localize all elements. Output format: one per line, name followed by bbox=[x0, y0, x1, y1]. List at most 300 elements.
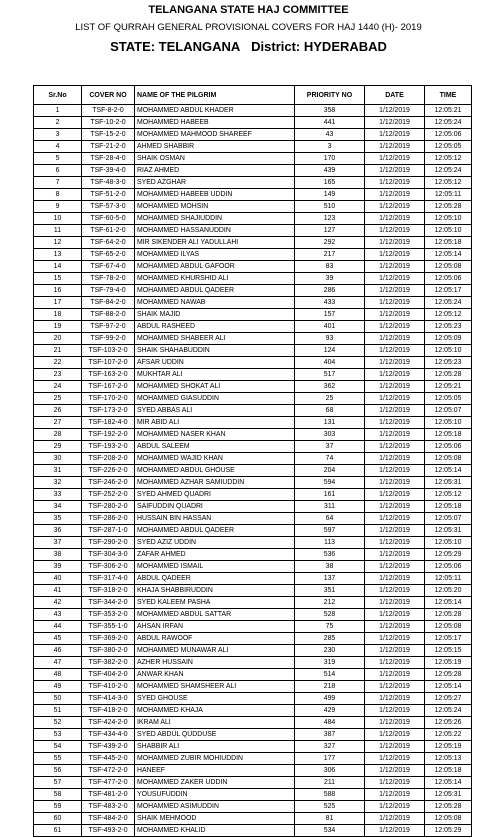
cell-date: 1/12/2019 bbox=[365, 645, 425, 657]
table-row bbox=[34, 657, 472, 669]
cell-date: 1/12/2019 bbox=[365, 201, 425, 213]
cell-date: 1/12/2019 bbox=[365, 609, 425, 621]
cell-time: 12:05:10 bbox=[425, 417, 472, 429]
cell-time: 12:05:08 bbox=[425, 261, 472, 273]
cell-sr-no: 55 bbox=[34, 753, 82, 765]
cell-sr-no: 53 bbox=[34, 729, 82, 741]
cell-sr-no: 9 bbox=[34, 201, 82, 213]
cell-sr-no: 6 bbox=[34, 165, 82, 177]
cell-time: 12:05:15 bbox=[425, 645, 472, 657]
cell-date: 1/12/2019 bbox=[365, 285, 425, 297]
table-row bbox=[34, 741, 472, 753]
cell-sr-no: 56 bbox=[34, 765, 82, 777]
cell-cover-no: TSF-280-2-0 bbox=[82, 501, 135, 513]
table-row bbox=[34, 429, 472, 441]
table-row bbox=[34, 525, 472, 537]
cell-date: 1/12/2019 bbox=[365, 237, 425, 249]
cell-date: 1/12/2019 bbox=[365, 525, 425, 537]
cell-date: 1/12/2019 bbox=[365, 633, 425, 645]
cell-date: 1/12/2019 bbox=[365, 381, 425, 393]
cell-priority-no: 441 bbox=[295, 117, 365, 129]
cell-sr-no: 34 bbox=[34, 501, 82, 513]
pilgrim-table bbox=[33, 85, 472, 837]
cell-cover-no: TSF-317-4-0 bbox=[82, 573, 135, 585]
cell-sr-no: 40 bbox=[34, 573, 82, 585]
table-row bbox=[34, 789, 472, 801]
cell-priority-no: 439 bbox=[295, 165, 365, 177]
cell-date: 1/12/2019 bbox=[365, 465, 425, 477]
cell-date: 1/12/2019 bbox=[365, 309, 425, 321]
cell-time: 12:05:14 bbox=[425, 777, 472, 789]
cell-cover-no: TSF-28-4-0 bbox=[82, 153, 135, 165]
cell-cover-no: TSF-404-2-0 bbox=[82, 669, 135, 681]
table-row bbox=[34, 441, 472, 453]
cell-pilgrim-name: AHMED SHABBIR bbox=[135, 141, 295, 153]
cell-priority-no: 37 bbox=[295, 441, 365, 453]
cell-time: 12:05:21 bbox=[425, 105, 472, 117]
cell-pilgrim-name: SYED AZIZ UDDIN bbox=[135, 537, 295, 549]
cell-time: 12:05:14 bbox=[425, 597, 472, 609]
cell-priority-no: 362 bbox=[295, 381, 365, 393]
table-row bbox=[34, 273, 472, 285]
cell-cover-no: TSF-60-5-0 bbox=[82, 213, 135, 225]
cell-priority-no: 3 bbox=[295, 141, 365, 153]
cell-sr-no: 11 bbox=[34, 225, 82, 237]
cell-date: 1/12/2019 bbox=[365, 705, 425, 717]
table-row bbox=[34, 633, 472, 645]
cell-sr-no: 42 bbox=[34, 597, 82, 609]
cell-date: 1/12/2019 bbox=[365, 345, 425, 357]
cell-priority-no: 285 bbox=[295, 633, 365, 645]
cell-pilgrim-name: KHAJA SHABBIRUDDIN bbox=[135, 585, 295, 597]
table-row bbox=[34, 645, 472, 657]
table-row bbox=[34, 237, 472, 249]
cell-date: 1/12/2019 bbox=[365, 333, 425, 345]
column-header-cover-no: COVER NO bbox=[82, 86, 135, 105]
cell-time: 12:05:12 bbox=[425, 309, 472, 321]
cell-priority-no: 536 bbox=[295, 549, 365, 561]
cell-date: 1/12/2019 bbox=[365, 825, 425, 837]
cell-priority-no: 212 bbox=[295, 597, 365, 609]
cell-sr-no: 15 bbox=[34, 273, 82, 285]
cell-priority-no: 165 bbox=[295, 177, 365, 189]
cell-pilgrim-name: ABDUL RAWOOF bbox=[135, 633, 295, 645]
column-header-priority-no: PRIORITY NO bbox=[295, 86, 365, 105]
cell-cover-no: TSF-477-2-0 bbox=[82, 777, 135, 789]
cell-pilgrim-name: MUKHTAR ALI bbox=[135, 369, 295, 381]
cell-date: 1/12/2019 bbox=[365, 753, 425, 765]
table-row bbox=[34, 597, 472, 609]
cell-date: 1/12/2019 bbox=[365, 129, 425, 141]
cell-sr-no: 61 bbox=[34, 825, 82, 837]
cell-date: 1/12/2019 bbox=[365, 489, 425, 501]
cell-time: 12:05:18 bbox=[425, 501, 472, 513]
cell-pilgrim-name: MOHAMMED ZUBIR MOHIUDDIN bbox=[135, 753, 295, 765]
cell-time: 12:05:28 bbox=[425, 201, 472, 213]
cell-time: 12:05:12 bbox=[425, 153, 472, 165]
cell-sr-no: 29 bbox=[34, 441, 82, 453]
cell-cover-no: TSF-318-2-0 bbox=[82, 585, 135, 597]
cell-pilgrim-name: HUSSAIN BIN HASSAN bbox=[135, 513, 295, 525]
cell-pilgrim-name: SYED AZGHAR bbox=[135, 177, 295, 189]
cell-priority-no: 597 bbox=[295, 525, 365, 537]
cell-cover-no: TSF-67-4-0 bbox=[82, 261, 135, 273]
cell-date: 1/12/2019 bbox=[365, 597, 425, 609]
cell-pilgrim-name: MOHAMMED NAWAB bbox=[135, 297, 295, 309]
cell-pilgrim-name: MOHAMMED ABDUL QADEER bbox=[135, 525, 295, 537]
cell-date: 1/12/2019 bbox=[365, 669, 425, 681]
cell-pilgrim-name: SHAIK SHAHABUDDIN bbox=[135, 345, 295, 357]
cell-sr-no: 41 bbox=[34, 585, 82, 597]
cell-pilgrim-name: AHSAN IRFAN bbox=[135, 621, 295, 633]
cell-priority-no: 327 bbox=[295, 741, 365, 753]
cell-time: 12:05:22 bbox=[425, 729, 472, 741]
cell-date: 1/12/2019 bbox=[365, 189, 425, 201]
cell-priority-no: 528 bbox=[295, 609, 365, 621]
table-row bbox=[34, 561, 472, 573]
cell-date: 1/12/2019 bbox=[365, 369, 425, 381]
cell-pilgrim-name: MOHAMMED ABDUL GHOUSE bbox=[135, 465, 295, 477]
cell-date: 1/12/2019 bbox=[365, 561, 425, 573]
cell-cover-no: TSF-61-2-0 bbox=[82, 225, 135, 237]
cell-pilgrim-name: MOHAMMED AZHAR SAMIUDDIN bbox=[135, 477, 295, 489]
cell-date: 1/12/2019 bbox=[365, 249, 425, 261]
table-row bbox=[34, 753, 472, 765]
cell-time: 12:05:18 bbox=[425, 765, 472, 777]
cell-pilgrim-name: MOHAMMED SHOKAT ALI bbox=[135, 381, 295, 393]
cell-pilgrim-name: MOHAMMED ABDUL SATTAR bbox=[135, 609, 295, 621]
cell-date: 1/12/2019 bbox=[365, 777, 425, 789]
cell-cover-no: TSF-252-2-0 bbox=[82, 489, 135, 501]
cell-cover-no: TSF-167-2-0 bbox=[82, 381, 135, 393]
cell-date: 1/12/2019 bbox=[365, 537, 425, 549]
cell-time: 12:05:11 bbox=[425, 189, 472, 201]
cell-time: 12:05:28 bbox=[425, 609, 472, 621]
cell-sr-no: 31 bbox=[34, 465, 82, 477]
cell-priority-no: 303 bbox=[295, 429, 365, 441]
cell-priority-no: 149 bbox=[295, 189, 365, 201]
cell-cover-no: TSF-481-2-0 bbox=[82, 789, 135, 801]
cell-date: 1/12/2019 bbox=[365, 621, 425, 633]
cell-priority-no: 113 bbox=[295, 537, 365, 549]
cell-time: 12:05:08 bbox=[425, 621, 472, 633]
table-row bbox=[34, 609, 472, 621]
cell-date: 1/12/2019 bbox=[365, 813, 425, 825]
cell-pilgrim-name: MOHAMMED HABEEB bbox=[135, 117, 295, 129]
cell-date: 1/12/2019 bbox=[365, 717, 425, 729]
cell-cover-no: TSF-21-2-0 bbox=[82, 141, 135, 153]
cell-pilgrim-name: MOHAMMED MOHSIN bbox=[135, 201, 295, 213]
cell-priority-no: 83 bbox=[295, 261, 365, 273]
cell-cover-no: TSF-353-2-0 bbox=[82, 609, 135, 621]
cell-cover-no: TSF-290-2-0 bbox=[82, 537, 135, 549]
table-row bbox=[34, 321, 472, 333]
cell-pilgrim-name: RIAZ AHMED bbox=[135, 165, 295, 177]
cell-pilgrim-name: SYED ABDUL QUDDUSE bbox=[135, 729, 295, 741]
cell-sr-no: 14 bbox=[34, 261, 82, 273]
table-row bbox=[34, 177, 472, 189]
cell-cover-no: TSF-170-2-0 bbox=[82, 393, 135, 405]
table-row bbox=[34, 213, 472, 225]
cell-date: 1/12/2019 bbox=[365, 261, 425, 273]
cell-priority-no: 74 bbox=[295, 453, 365, 465]
cell-cover-no: TSF-10-2-0 bbox=[82, 117, 135, 129]
cell-priority-no: 38 bbox=[295, 561, 365, 573]
cell-date: 1/12/2019 bbox=[365, 357, 425, 369]
table-row bbox=[34, 225, 472, 237]
cell-pilgrim-name: MOHAMMED ISMAIL bbox=[135, 561, 295, 573]
table-row bbox=[34, 765, 472, 777]
cell-time: 12:05:10 bbox=[425, 345, 472, 357]
cell-date: 1/12/2019 bbox=[365, 681, 425, 693]
cell-priority-no: 124 bbox=[295, 345, 365, 357]
cell-time: 12:05:05 bbox=[425, 141, 472, 153]
cell-sr-no: 48 bbox=[34, 669, 82, 681]
cell-priority-no: 319 bbox=[295, 657, 365, 669]
cell-time: 12:05:06 bbox=[425, 441, 472, 453]
table-row bbox=[34, 297, 472, 309]
cell-sr-no: 24 bbox=[34, 381, 82, 393]
cell-priority-no: 211 bbox=[295, 777, 365, 789]
cell-pilgrim-name: SHAIK OSMAN bbox=[135, 153, 295, 165]
cell-date: 1/12/2019 bbox=[365, 513, 425, 525]
cell-priority-no: 525 bbox=[295, 801, 365, 813]
cell-sr-no: 5 bbox=[34, 153, 82, 165]
cell-pilgrim-name: SHAIK MAJID bbox=[135, 309, 295, 321]
cell-time: 12:05:20 bbox=[425, 585, 472, 597]
cell-pilgrim-name: MOHAMMED KHALID bbox=[135, 825, 295, 837]
cell-priority-no: 292 bbox=[295, 237, 365, 249]
cell-cover-no: TSF-15-2-0 bbox=[82, 129, 135, 141]
cell-time: 12:05:28 bbox=[425, 669, 472, 681]
page-title: TELANGANA STATE HAJ COMMITTEE bbox=[148, 4, 349, 16]
cell-priority-no: 161 bbox=[295, 489, 365, 501]
table-row bbox=[34, 381, 472, 393]
cell-sr-no: 47 bbox=[34, 657, 82, 669]
cell-time: 12:05:24 bbox=[425, 165, 472, 177]
cell-time: 12:05:06 bbox=[425, 273, 472, 285]
cell-date: 1/12/2019 bbox=[365, 429, 425, 441]
cell-sr-no: 2 bbox=[34, 117, 82, 129]
cell-priority-no: 429 bbox=[295, 705, 365, 717]
cell-pilgrim-name: YOUSUFUDDIN bbox=[135, 789, 295, 801]
cell-sr-no: 12 bbox=[34, 237, 82, 249]
cell-cover-no: TSF-287-1-0 bbox=[82, 525, 135, 537]
cell-pilgrim-name: SHABBIR ALI bbox=[135, 741, 295, 753]
cell-priority-no: 499 bbox=[295, 693, 365, 705]
cell-time: 12:05:08 bbox=[425, 813, 472, 825]
table-row bbox=[34, 261, 472, 273]
cell-time: 12:05:31 bbox=[425, 477, 472, 489]
cell-date: 1/12/2019 bbox=[365, 501, 425, 513]
cell-sr-no: 35 bbox=[34, 513, 82, 525]
cell-pilgrim-name: MOHAMMED ABDUL KHADER bbox=[135, 105, 295, 117]
column-header-sr-no: Sr.No bbox=[34, 86, 82, 105]
cell-priority-no: 404 bbox=[295, 357, 365, 369]
cell-cover-no: TSF-483-2-0 bbox=[82, 801, 135, 813]
cell-cover-no: TSF-103-2-0 bbox=[82, 345, 135, 357]
cell-pilgrim-name: SAIFUDDIN QUADRI bbox=[135, 501, 295, 513]
cell-sr-no: 33 bbox=[34, 489, 82, 501]
table-row bbox=[34, 477, 472, 489]
cell-priority-no: 157 bbox=[295, 309, 365, 321]
table-row bbox=[34, 165, 472, 177]
cell-date: 1/12/2019 bbox=[365, 105, 425, 117]
cell-pilgrim-name: AFSAR UDDIN bbox=[135, 357, 295, 369]
table-row bbox=[34, 117, 472, 129]
cell-sr-no: 51 bbox=[34, 705, 82, 717]
cell-date: 1/12/2019 bbox=[365, 225, 425, 237]
cell-sr-no: 44 bbox=[34, 621, 82, 633]
cell-priority-no: 170 bbox=[295, 153, 365, 165]
cell-date: 1/12/2019 bbox=[365, 741, 425, 753]
cell-pilgrim-name: MOHAMMED SHABEER ALI bbox=[135, 333, 295, 345]
cell-date: 1/12/2019 bbox=[365, 405, 425, 417]
cell-cover-no: TSF-99-2-0 bbox=[82, 333, 135, 345]
table-row bbox=[34, 357, 472, 369]
cell-priority-no: 131 bbox=[295, 417, 365, 429]
cell-sr-no: 57 bbox=[34, 777, 82, 789]
cell-sr-no: 10 bbox=[34, 213, 82, 225]
cell-priority-no: 64 bbox=[295, 513, 365, 525]
cell-priority-no: 218 bbox=[295, 681, 365, 693]
cell-time: 12:05:24 bbox=[425, 297, 472, 309]
cell-pilgrim-name: ABDUL QADEER bbox=[135, 573, 295, 585]
cell-sr-no: 45 bbox=[34, 633, 82, 645]
cell-pilgrim-name: SHAIK MEHMOOD bbox=[135, 813, 295, 825]
cell-date: 1/12/2019 bbox=[365, 213, 425, 225]
cell-sr-no: 46 bbox=[34, 645, 82, 657]
cell-time: 12:05:18 bbox=[425, 429, 472, 441]
cell-date: 1/12/2019 bbox=[365, 657, 425, 669]
cell-pilgrim-name: MOHAMMED KHURSHID ALI bbox=[135, 273, 295, 285]
cell-pilgrim-name: HANEEF bbox=[135, 765, 295, 777]
cell-date: 1/12/2019 bbox=[365, 393, 425, 405]
cell-time: 12:05:29 bbox=[425, 825, 472, 837]
cell-sr-no: 20 bbox=[34, 333, 82, 345]
cell-pilgrim-name: SYED ABBAS ALI bbox=[135, 405, 295, 417]
table-row bbox=[34, 705, 472, 717]
table-row bbox=[34, 681, 472, 693]
cell-pilgrim-name: ABDUL RASHEED bbox=[135, 321, 295, 333]
table-row bbox=[34, 285, 472, 297]
cell-cover-no: TSF-78-2-0 bbox=[82, 273, 135, 285]
cell-pilgrim-name: MOHAMMED MAHMOOD SHAREEF bbox=[135, 129, 295, 141]
cell-priority-no: 217 bbox=[295, 249, 365, 261]
cell-date: 1/12/2019 bbox=[365, 789, 425, 801]
cell-sr-no: 21 bbox=[34, 345, 82, 357]
cell-pilgrim-name: MOHAMMED ILYAS bbox=[135, 249, 295, 261]
cell-time: 12:05:09 bbox=[425, 333, 472, 345]
cell-time: 12:05:10 bbox=[425, 537, 472, 549]
cell-time: 12:05:14 bbox=[425, 465, 472, 477]
cell-priority-no: 68 bbox=[295, 405, 365, 417]
cell-pilgrim-name: SYED KALEEM PASHA bbox=[135, 597, 295, 609]
cell-time: 12:05:13 bbox=[425, 753, 472, 765]
cell-date: 1/12/2019 bbox=[365, 165, 425, 177]
table-row bbox=[34, 717, 472, 729]
page-subtitle: LIST OF QURRAH GENERAL PROVISIONAL COVERS FOR HAJ 1440 (H)- 2019 bbox=[75, 22, 422, 33]
cell-priority-no: 177 bbox=[295, 753, 365, 765]
cell-priority-no: 311 bbox=[295, 501, 365, 513]
cell-pilgrim-name: MOHAMMED HABEEB UDDIN bbox=[135, 189, 295, 201]
table-row bbox=[34, 669, 472, 681]
cell-priority-no: 387 bbox=[295, 729, 365, 741]
cell-priority-no: 351 bbox=[295, 585, 365, 597]
cell-cover-no: TSF-418-2-0 bbox=[82, 705, 135, 717]
cell-pilgrim-name: MIR ABID ALI bbox=[135, 417, 295, 429]
cell-date: 1/12/2019 bbox=[365, 765, 425, 777]
cell-sr-no: 52 bbox=[34, 717, 82, 729]
column-header-date: DATE bbox=[365, 86, 425, 105]
cell-time: 12:05:24 bbox=[425, 117, 472, 129]
cell-priority-no: 43 bbox=[295, 129, 365, 141]
cell-cover-no: TSF-182-4-0 bbox=[82, 417, 135, 429]
cell-date: 1/12/2019 bbox=[365, 693, 425, 705]
cell-pilgrim-name: MOHAMMED GIASUDDIN bbox=[135, 393, 295, 405]
cell-time: 12:05:28 bbox=[425, 369, 472, 381]
cell-cover-no: TSF-192-2-0 bbox=[82, 429, 135, 441]
cell-cover-no: TSF-414-3-0 bbox=[82, 693, 135, 705]
cell-pilgrim-name: MOHAMMED ABDUL GAFOOR bbox=[135, 261, 295, 273]
table-row bbox=[34, 189, 472, 201]
cell-cover-no: TSF-369-2-0 bbox=[82, 633, 135, 645]
cell-pilgrim-name: MOHAMMED ABDUL QADEER bbox=[135, 285, 295, 297]
cell-time: 12:05:27 bbox=[425, 693, 472, 705]
cell-pilgrim-name: MOHAMMED SHAJIUDDIN bbox=[135, 213, 295, 225]
cell-sr-no: 16 bbox=[34, 285, 82, 297]
table-row bbox=[34, 693, 472, 705]
cell-pilgrim-name: MOHAMMED MUNAWAR ALI bbox=[135, 645, 295, 657]
table-row bbox=[34, 513, 472, 525]
cell-pilgrim-name: ANWAR KHAN bbox=[135, 669, 295, 681]
cell-cover-no: TSF-84-2-0 bbox=[82, 297, 135, 309]
cell-time: 12:05:23 bbox=[425, 321, 472, 333]
table-header-row bbox=[34, 86, 472, 105]
cell-time: 12:05:10 bbox=[425, 213, 472, 225]
table-row bbox=[34, 549, 472, 561]
cell-sr-no: 8 bbox=[34, 189, 82, 201]
cell-priority-no: 514 bbox=[295, 669, 365, 681]
cell-time: 12:05:31 bbox=[425, 789, 472, 801]
table-row bbox=[34, 537, 472, 549]
cell-time: 12:05:08 bbox=[425, 453, 472, 465]
cell-time: 12:05:06 bbox=[425, 129, 472, 141]
cell-cover-no: TSF-51-2-0 bbox=[82, 189, 135, 201]
cell-date: 1/12/2019 bbox=[365, 297, 425, 309]
cell-sr-no: 43 bbox=[34, 609, 82, 621]
table-row bbox=[34, 369, 472, 381]
cell-date: 1/12/2019 bbox=[365, 549, 425, 561]
cell-date: 1/12/2019 bbox=[365, 477, 425, 489]
cell-sr-no: 22 bbox=[34, 357, 82, 369]
cell-priority-no: 39 bbox=[295, 273, 365, 285]
cell-cover-no: TSF-484-2-0 bbox=[82, 813, 135, 825]
cell-sr-no: 25 bbox=[34, 393, 82, 405]
table-row bbox=[34, 825, 472, 837]
cell-sr-no: 1 bbox=[34, 105, 82, 117]
cell-cover-no: TSF-344-2-0 bbox=[82, 597, 135, 609]
cell-time: 12:05:19 bbox=[425, 741, 472, 753]
cell-cover-no: TSF-163-2-0 bbox=[82, 369, 135, 381]
cell-pilgrim-name: ZAFAR AHMED bbox=[135, 549, 295, 561]
cell-date: 1/12/2019 bbox=[365, 153, 425, 165]
cell-pilgrim-name: MOHAMMED HASSANUDDIN bbox=[135, 225, 295, 237]
cell-cover-no: TSF-79-4-0 bbox=[82, 285, 135, 297]
cell-cover-no: TSF-424-2-0 bbox=[82, 717, 135, 729]
cell-priority-no: 137 bbox=[295, 573, 365, 585]
table-row bbox=[34, 813, 472, 825]
